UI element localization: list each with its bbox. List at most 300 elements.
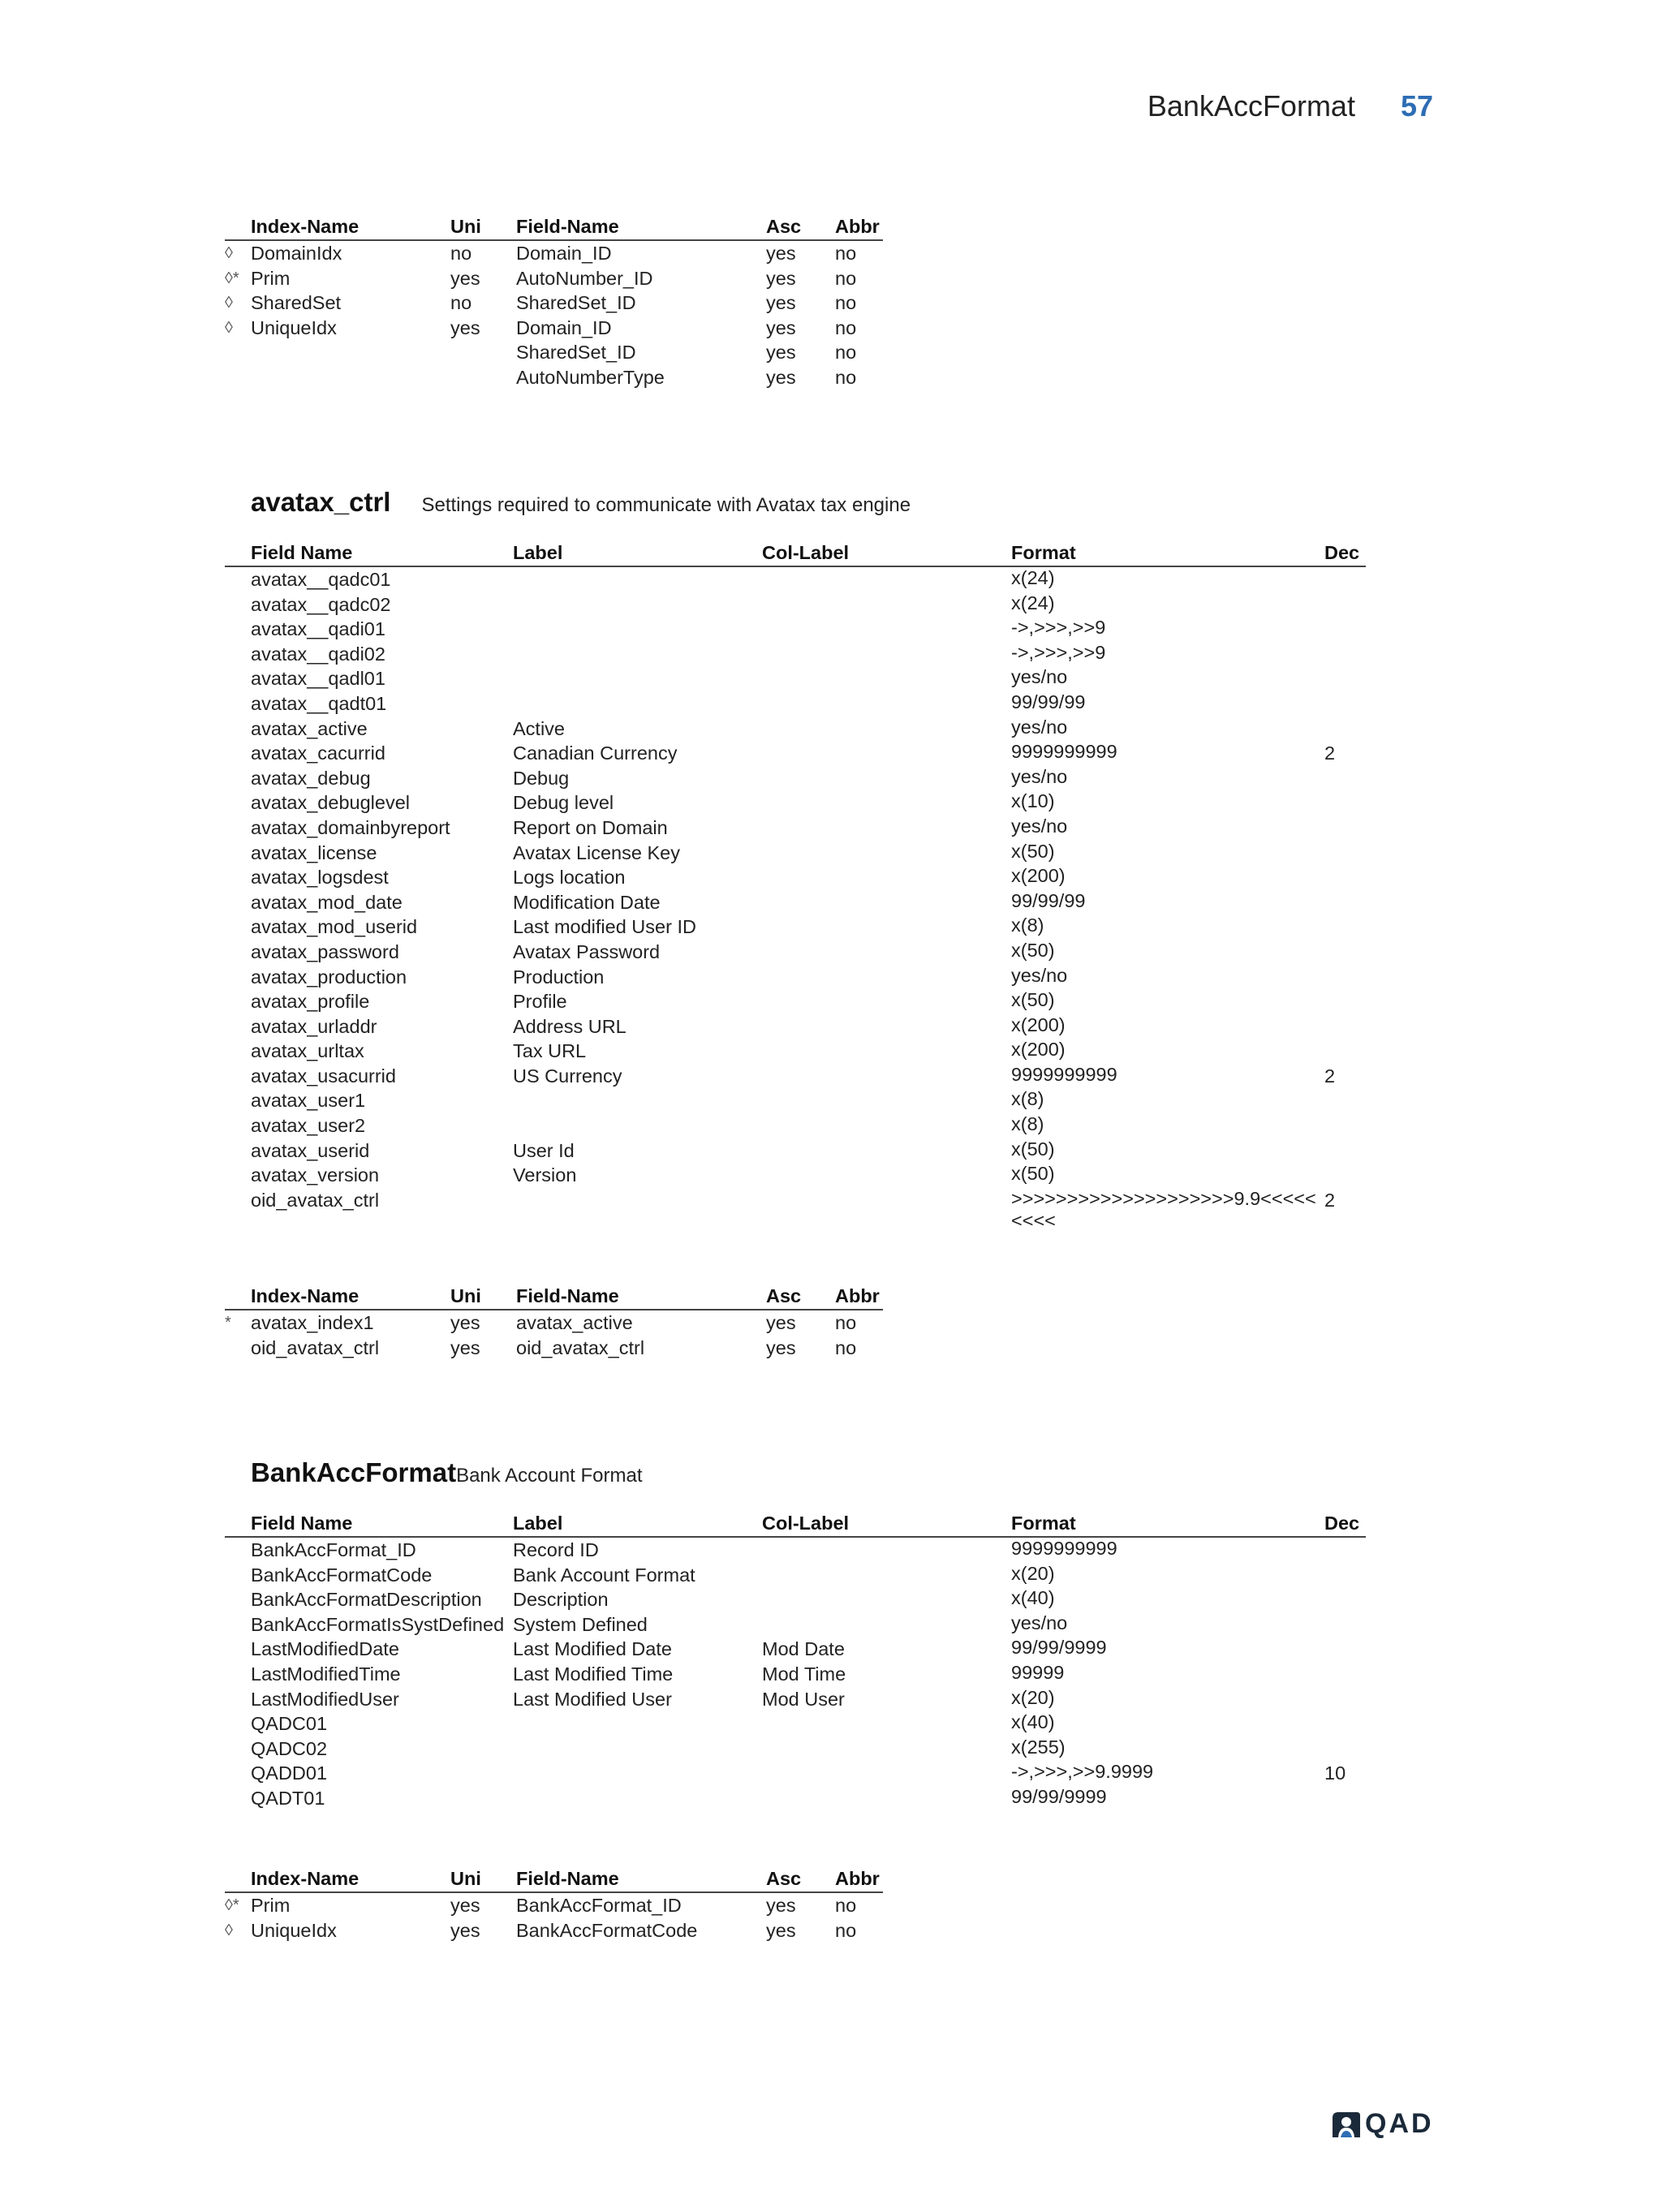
table-description: Bank Account Format: [456, 1465, 643, 1487]
field-decimals: 10: [1324, 1762, 1346, 1784]
field-label: Bank Account Format: [513, 1564, 695, 1586]
field-format: yes/no: [1011, 765, 1068, 787]
row-spacer: [225, 1612, 251, 1637]
row-spacer: [225, 1064, 251, 1089]
column-header-field-name: Field-Name: [516, 1865, 766, 1892]
column-header-dec: Dec: [1324, 1509, 1366, 1537]
field-decimals: [1324, 666, 1366, 691]
field-name: avatax_user2: [251, 1115, 366, 1137]
index-field-name: oid_avatax_ctrl: [516, 1336, 645, 1358]
index-marker: *: [225, 1314, 231, 1332]
field-col-label: [762, 741, 1011, 766]
field-name: QADD01: [251, 1762, 328, 1784]
field-col-label: [762, 1188, 1011, 1232]
index-name: oid_avatax_ctrl: [251, 1336, 380, 1358]
header-spacer: [225, 213, 251, 240]
field-decimals: [1324, 1786, 1366, 1811]
field-label: [513, 592, 762, 618]
field-row: [225, 1537, 1366, 1563]
field-decimals: [1324, 1113, 1366, 1138]
field-col-label: [762, 1014, 1011, 1039]
field-col-label: Mod User: [762, 1688, 845, 1710]
row-spacer: [225, 1662, 251, 1687]
field-format: yes/no: [1011, 964, 1068, 986]
bankaccformat-section-title: [251, 1457, 643, 1488]
row-spacer: [225, 1138, 251, 1164]
index-name: Prim: [251, 267, 291, 289]
row-spacer: [225, 691, 251, 717]
index-row: [225, 1336, 883, 1361]
row-spacer: [225, 1039, 251, 1064]
column-header-asc: Asc: [766, 213, 835, 240]
index-row: [225, 316, 883, 341]
field-row: [225, 617, 1366, 642]
index-row: [225, 365, 883, 390]
field-col-label: [762, 1163, 1011, 1188]
column-header-label: Label: [513, 539, 762, 566]
field-name: LastModifiedDate: [251, 1638, 399, 1660]
field-decimals: [1324, 989, 1366, 1014]
field-col-label: [762, 841, 1011, 866]
column-header-asc: Asc: [766, 1865, 835, 1892]
field-col-label: [762, 989, 1011, 1014]
field-decimals: [1324, 914, 1366, 940]
row-spacer: [225, 766, 251, 791]
field-name: avatax_debuglevel: [251, 792, 410, 814]
field-col-label: [762, 1138, 1011, 1164]
field-row: [225, 1736, 1366, 1762]
index-marker: ◊*: [225, 269, 239, 287]
field-format: yes/no: [1011, 716, 1068, 738]
field-name: avatax_userid: [251, 1139, 370, 1161]
field-name: avatax__qadi01: [251, 618, 385, 640]
field-name: LastModifiedTime: [251, 1663, 401, 1685]
field-col-label: Mod Date: [762, 1638, 845, 1660]
field-name: avatax__qadc02: [251, 593, 391, 615]
index-name: avatax_index1: [251, 1312, 374, 1333]
field-format: >>>>>>>>>>>>>>>>>>>>9.9<<<<<<<<<: [1011, 1187, 1316, 1231]
column-header-field-name: Field-Name: [516, 213, 766, 240]
field-col-label: [762, 1761, 1011, 1786]
field-row: [225, 1662, 1366, 1687]
field-format: x(8): [1011, 1113, 1044, 1135]
field-format: 99/99/99: [1011, 889, 1086, 911]
field-label: Record ID: [513, 1539, 599, 1560]
field-decimals: [1324, 865, 1366, 890]
field-format: x(200): [1011, 1013, 1066, 1035]
field-name: avatax_debug: [251, 767, 371, 789]
column-header-index-name: Index-Name: [251, 1282, 450, 1310]
index-field-name: SharedSet_ID: [516, 292, 636, 314]
field-col-label: [762, 1736, 1011, 1762]
field-row: [225, 790, 1366, 816]
field-col-label: [762, 666, 1011, 691]
field-label: Production: [513, 966, 605, 988]
field-row: [225, 1786, 1366, 1811]
row-spacer: [225, 617, 251, 642]
row-spacer: [225, 1637, 251, 1662]
field-label: [513, 666, 762, 691]
index-marker: ◊: [225, 244, 233, 262]
field-label: Description: [513, 1589, 609, 1611]
header-spacer: [225, 1282, 251, 1310]
row-spacer: [225, 1188, 251, 1232]
field-label: [513, 691, 762, 717]
field-col-label: [762, 717, 1011, 742]
field-row: [225, 989, 1366, 1014]
field-row: [225, 1587, 1366, 1612]
field-name: avatax__qadi02: [251, 643, 385, 665]
index-row: [225, 266, 883, 291]
field-label: [513, 1711, 762, 1736]
index-abbreviated: no: [835, 1312, 857, 1333]
index-header-row: [225, 1282, 883, 1310]
field-label: Avatax License Key: [513, 841, 680, 863]
index-unique: yes: [450, 1336, 480, 1358]
field-col-label: [762, 1537, 1011, 1563]
index-marker: ◊: [225, 1921, 233, 1939]
index-abbreviated: no: [835, 243, 857, 264]
field-row: [225, 914, 1366, 940]
field-col-label: [762, 566, 1011, 592]
field-decimals: [1324, 841, 1366, 866]
row-spacer: [225, 940, 251, 965]
avatax-field-table: [225, 539, 1366, 1232]
field-label: Last Modified User: [513, 1688, 672, 1710]
table-name: BankAccFormat: [251, 1457, 457, 1487]
field-name: avatax_user1: [251, 1090, 366, 1112]
field-format: x(8): [1011, 1088, 1044, 1110]
field-format: 9999999999: [1011, 1538, 1117, 1559]
field-row: [225, 1563, 1366, 1588]
column-header-col-label: Col-Label: [762, 539, 1011, 566]
field-name: avatax_logsdest: [251, 867, 389, 889]
index-abbreviated: no: [835, 267, 857, 289]
field-decimals: [1324, 940, 1366, 965]
field-row: [225, 816, 1366, 841]
index-abbreviated: no: [835, 342, 857, 364]
row-spacer: [225, 1711, 251, 1736]
field-decimals: [1324, 1138, 1366, 1164]
field-label: [513, 1088, 762, 1113]
field-decimals: [1324, 566, 1366, 592]
field-label: Modification Date: [513, 891, 661, 913]
field-decimals: [1324, 1687, 1366, 1712]
field-col-label: [762, 1786, 1011, 1811]
index-field-name: SharedSet_ID: [516, 342, 636, 364]
index-ascending: yes: [766, 1895, 796, 1916]
index-row: [225, 1918, 883, 1943]
field-name: QADC01: [251, 1713, 328, 1735]
field-format: x(20): [1011, 1686, 1055, 1708]
row-spacer: [225, 717, 251, 742]
index-unique: yes: [450, 1895, 480, 1916]
field-decimals: [1324, 1537, 1366, 1563]
field-format: x(50): [1011, 989, 1055, 1011]
index-unique: yes: [450, 267, 480, 289]
index-row: [225, 290, 883, 316]
index-row: [225, 340, 883, 365]
field-name: BankAccFormat_ID: [251, 1539, 416, 1560]
field-name: avatax__qadc01: [251, 569, 391, 590]
field-row: [225, 841, 1366, 866]
field-name: avatax__qadl01: [251, 668, 385, 690]
index-abbreviated: no: [835, 316, 857, 338]
row-spacer: [225, 790, 251, 816]
field-row: [225, 1188, 1366, 1232]
field-name: BankAccFormatCode: [251, 1564, 433, 1586]
table-description: Settings required to communicate with Avatax tax engine: [421, 494, 911, 516]
index-ascending: yes: [766, 267, 796, 289]
column-header-uni: Uni: [450, 1865, 516, 1892]
field-col-label: [762, 965, 1011, 990]
field-col-label: [762, 592, 1011, 618]
field-name: avatax_password: [251, 940, 399, 962]
field-decimals: [1324, 1014, 1366, 1039]
field-name: avatax_cacurrid: [251, 742, 385, 764]
field-decimals: 2: [1324, 742, 1336, 764]
field-col-label: [762, 1088, 1011, 1113]
field-format: x(10): [1011, 790, 1055, 812]
field-decimals: [1324, 1736, 1366, 1762]
index-name: Prim: [251, 1895, 291, 1916]
row-spacer: [225, 914, 251, 940]
field-header-row: [225, 539, 1366, 566]
page-header-title: BankAccFormat: [1147, 89, 1355, 123]
index-field-name: BankAccFormatCode: [516, 1919, 698, 1941]
field-label: Active: [513, 717, 565, 739]
row-spacer: [225, 1113, 251, 1138]
row-spacer: [225, 741, 251, 766]
index-abbreviated: no: [835, 292, 857, 314]
field-format: x(50): [1011, 840, 1055, 862]
row-spacer: [225, 1687, 251, 1712]
field-row: [225, 1014, 1366, 1039]
field-decimals: [1324, 766, 1366, 791]
field-row: [225, 940, 1366, 965]
field-row: [225, 717, 1366, 742]
field-row: [225, 1637, 1366, 1662]
row-spacer: [225, 592, 251, 618]
field-label: Address URL: [513, 1015, 626, 1037]
field-label: Debug: [513, 767, 570, 789]
field-format: 99/99/9999: [1011, 1785, 1107, 1807]
index-ascending: yes: [766, 292, 796, 314]
field-name: avatax_profile: [251, 991, 370, 1013]
index-name: [251, 365, 450, 390]
field-decimals: [1324, 1662, 1366, 1687]
field-name: LastModifiedUser: [251, 1688, 399, 1710]
row-spacer: [225, 1163, 251, 1188]
column-header-abbr: Abbr: [835, 1865, 883, 1892]
field-row: [225, 1687, 1366, 1712]
avatax-section-title: [251, 487, 911, 518]
field-row: [225, 1711, 1366, 1736]
index-marker: ◊: [225, 318, 233, 337]
row-spacer: [225, 965, 251, 990]
field-decimals: [1324, 1088, 1366, 1113]
index-abbreviated: no: [835, 366, 857, 388]
field-format: x(24): [1011, 567, 1055, 588]
field-row: [225, 1163, 1366, 1188]
field-label: Last Modified Date: [513, 1638, 672, 1660]
field-label: Report on Domain: [513, 816, 668, 838]
field-format: ->,>>>,>>9: [1011, 641, 1106, 663]
field-label: Profile: [513, 991, 567, 1013]
index-unique: no: [450, 292, 472, 314]
field-col-label: [762, 617, 1011, 642]
index-name: DomainIdx: [251, 243, 342, 264]
index-header-row: [225, 213, 883, 240]
field-format: x(20): [1011, 1562, 1055, 1584]
index-field-name: AutoNumber_ID: [516, 267, 653, 289]
index-marker: ◊*: [225, 1896, 239, 1914]
field-name: oid_avatax_ctrl: [251, 1189, 380, 1211]
index-ascending: yes: [766, 316, 796, 338]
index-unique: no: [450, 243, 472, 264]
field-label: [513, 1786, 762, 1811]
column-header-field-name: Field Name: [251, 539, 513, 566]
field-format: 99999: [1011, 1661, 1065, 1683]
field-row: [225, 741, 1366, 766]
field-col-label: [762, 766, 1011, 791]
field-name: avatax_production: [251, 966, 407, 988]
field-col-label: [762, 1587, 1011, 1612]
column-header-format: Format: [1011, 1509, 1324, 1537]
index-field-name: BankAccFormat_ID: [516, 1895, 682, 1916]
qad-logo-icon: [1329, 2110, 1362, 2139]
field-row: [225, 1064, 1366, 1089]
field-row: [225, 1612, 1366, 1637]
field-col-label: [762, 790, 1011, 816]
index-ascending: yes: [766, 342, 796, 364]
field-decimals: 2: [1324, 1189, 1336, 1211]
field-name: BankAccFormatDescription: [251, 1589, 482, 1611]
page-number: 57: [1400, 89, 1433, 123]
index-row: [225, 1310, 883, 1336]
index-field-name: Domain_ID: [516, 316, 612, 338]
row-spacer: [225, 841, 251, 866]
index-unique: yes: [450, 1919, 480, 1941]
field-format: 99/99/9999: [1011, 1637, 1107, 1659]
index-name: [251, 340, 450, 365]
field-format: x(255): [1011, 1736, 1066, 1758]
row-spacer: [225, 666, 251, 691]
field-label: Last modified User ID: [513, 916, 696, 938]
field-row: [225, 865, 1366, 890]
field-label: [513, 617, 762, 642]
field-label: [513, 642, 762, 667]
column-header-col-label: Col-Label: [762, 1509, 1011, 1537]
field-label: Tax URL: [513, 1040, 587, 1062]
row-spacer: [225, 642, 251, 667]
field-label: Last Modified Time: [513, 1663, 674, 1685]
index-unique: yes: [450, 1312, 480, 1333]
row-spacer: [225, 1014, 251, 1039]
field-format: x(24): [1011, 592, 1055, 613]
field-format: x(200): [1011, 1039, 1066, 1061]
field-row: [225, 642, 1366, 667]
field-format: x(50): [1011, 1163, 1055, 1185]
field-decimals: [1324, 1612, 1366, 1637]
field-col-label: [762, 940, 1011, 965]
field-format: ->,>>>,>>9.9999: [1011, 1761, 1154, 1783]
field-row: [225, 890, 1366, 915]
field-name: avatax_mod_userid: [251, 916, 418, 938]
row-spacer: [225, 1563, 251, 1588]
field-decimals: [1324, 965, 1366, 990]
index-abbreviated: no: [835, 1336, 857, 1358]
field-format: yes/no: [1011, 666, 1068, 688]
field-label: Logs location: [513, 867, 626, 889]
field-format: x(40): [1011, 1711, 1055, 1733]
field-decimals: [1324, 1637, 1366, 1662]
index-ascending: yes: [766, 1336, 796, 1358]
field-format: yes/no: [1011, 1612, 1068, 1633]
field-label: Canadian Currency: [513, 742, 678, 764]
column-header-uni: Uni: [450, 1282, 516, 1310]
field-decimals: [1324, 890, 1366, 915]
index-unique: yes: [450, 316, 480, 338]
row-spacer: [225, 890, 251, 915]
field-decimals: [1324, 1711, 1366, 1736]
field-col-label: [762, 865, 1011, 890]
field-row: [225, 1088, 1366, 1113]
field-format: yes/no: [1011, 815, 1068, 837]
field-row: [225, 1039, 1366, 1064]
field-row: [225, 592, 1366, 618]
row-spacer: [225, 989, 251, 1014]
field-format: x(200): [1011, 865, 1066, 887]
field-label: US Currency: [513, 1065, 622, 1087]
row-spacer: [225, 1786, 251, 1811]
header-spacer: [225, 1509, 251, 1537]
field-col-label: Mod Time: [762, 1663, 846, 1685]
column-header-label: Label: [513, 1509, 762, 1537]
column-header-field-name: Field Name: [251, 1509, 513, 1537]
field-col-label: [762, 1711, 1011, 1736]
index-field-name: avatax_active: [516, 1312, 633, 1333]
field-row: [225, 1113, 1366, 1138]
field-header-row: [225, 1509, 1366, 1537]
field-label: Version: [513, 1164, 577, 1186]
qad-logo-text: QAD: [1365, 2108, 1434, 2139]
index-row: [225, 240, 883, 266]
field-col-label: [762, 890, 1011, 915]
field-col-label: [762, 1612, 1011, 1637]
index-unique: [450, 365, 516, 390]
column-header-index-name: Index-Name: [251, 213, 450, 240]
table-name: avatax_ctrl: [251, 487, 391, 517]
header-spacer: [225, 1865, 251, 1892]
column-header-index-name: Index-Name: [251, 1865, 450, 1892]
field-name: avatax__qadt01: [251, 692, 387, 714]
index-marker: [225, 1336, 251, 1361]
field-format: x(8): [1011, 914, 1044, 936]
field-label: [513, 1188, 762, 1232]
field-decimals: [1324, 1563, 1366, 1588]
field-format: x(50): [1011, 1138, 1055, 1160]
row-spacer: [225, 865, 251, 890]
field-name: avatax_version: [251, 1164, 380, 1186]
field-col-label: [762, 1039, 1011, 1064]
index-ascending: yes: [766, 243, 796, 264]
row-spacer: [225, 1537, 251, 1563]
field-label: User Id: [513, 1139, 575, 1161]
field-col-label: [762, 1113, 1011, 1138]
field-row: [225, 1138, 1366, 1164]
field-format: 9999999999: [1011, 741, 1117, 763]
